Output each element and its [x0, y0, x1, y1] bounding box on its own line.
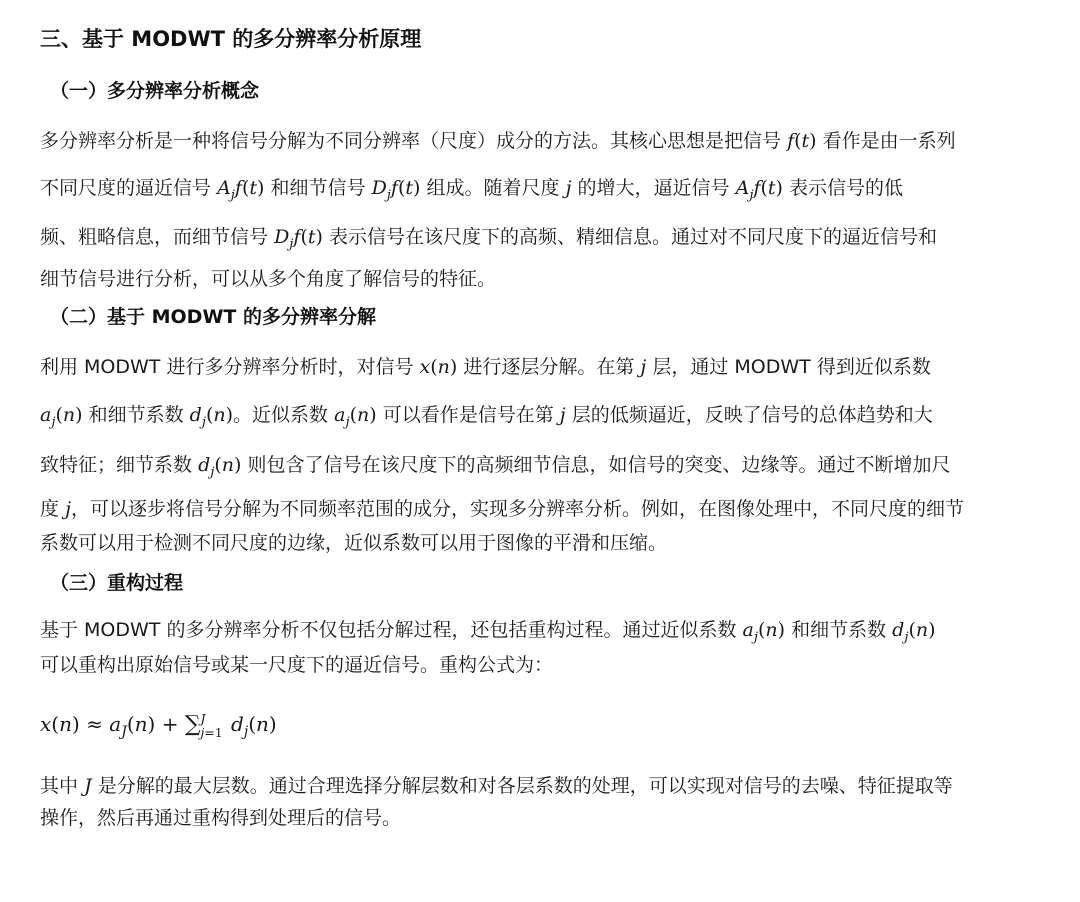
text-line: 利用 MODWT 进行多分辨率分析时，对信号 x(n) 进行逐层分解。在第 j 层，通过 MODWT 得到近似系数 — [40, 356, 931, 378]
text-line: 度 j，可以逐步将信号分解为不同频率范围的成分，实现多分辨率分析。例如，在图像处理中，不同尺度的细节 — [40, 498, 964, 520]
text-line: 基于 MODWT 的多分辨率分析不仅包括分解过程，还包括重构过程。通过近似系数 $a_j(n)$ 和细节系数 $d_j(n)$ — [40, 619, 936, 645]
text-line: 其中 J 是分解的最大层数。通过合理选择分解层数和对各层系数的处理，可以实现对信号的去噪、特征提取等 — [40, 775, 953, 797]
text-line: 系数可以用于检测不同尺度的边缘，近似系数可以用于图像的平滑和压缩。 — [40, 532, 668, 554]
subsection-title-3: （三）重构过程 — [50, 572, 184, 594]
text-line: 可以重构出原始信号或某一尺度下的逼近信号。重构公式为： — [40, 654, 554, 676]
text-line: 不同尺度的逼近信号 $A_jf(t)$ 和细节信号 $D_jf(t)$ 组成。随着尺度 j 的增大，逼近信号 $A_jf(t)$ 表示信号的低 — [40, 177, 904, 203]
math-f-t: f(t) — [787, 130, 817, 152]
subsection-title-2: （二）基于 MODWT 的多分辨率分解 — [50, 306, 376, 328]
paragraph-2 — [40, 344, 1040, 558]
text-line: 致特征；细节系数 $d_j(n)$ 则包含了信号在该尺度下的高频细节信息，如信号的突变、边缘等。通过不断增加尺 — [40, 454, 951, 480]
article — [40, 22, 1040, 833]
section-title: 三、基于 MODWT 的多分辨率分析原理 — [40, 27, 422, 51]
paragraph-1 — [40, 118, 1040, 296]
text-line: $a_j(n)$ 和细节系数 $d_j(n)$。近似系数 $a_j(n)$ 可以看作是信号在第 j 层的低频逼近，反映了信号的总体趋势和大 — [40, 404, 933, 430]
paragraph-4 — [40, 769, 1040, 833]
text-line: 频、粗略信息，而细节信号 $D_jf(t)$ 表示信号在该尺度下的高频、精细信息。通过对不同尺度下的逼近信号和 — [40, 226, 938, 252]
text-line: 操作，然后再通过重构得到处理后的信号。 — [40, 807, 402, 829]
subsection-title-1: （一）多分辨率分析概念 — [50, 80, 260, 102]
reconstruction-formula: $x(n) \approx a_J(n)$ + ∑ J j=1 $d_j(n)$ — [40, 711, 277, 740]
paragraph-3 — [40, 612, 1040, 682]
text-line: 细节信号进行分析，可以从多个角度了解信号的特征。 — [40, 268, 497, 290]
text-line: 多分辨率分析是一种将信号分解为不同分辨率（尺度）成分的方法。其核心思想是把信号 f(t) 看作是由一系列 — [40, 130, 956, 152]
